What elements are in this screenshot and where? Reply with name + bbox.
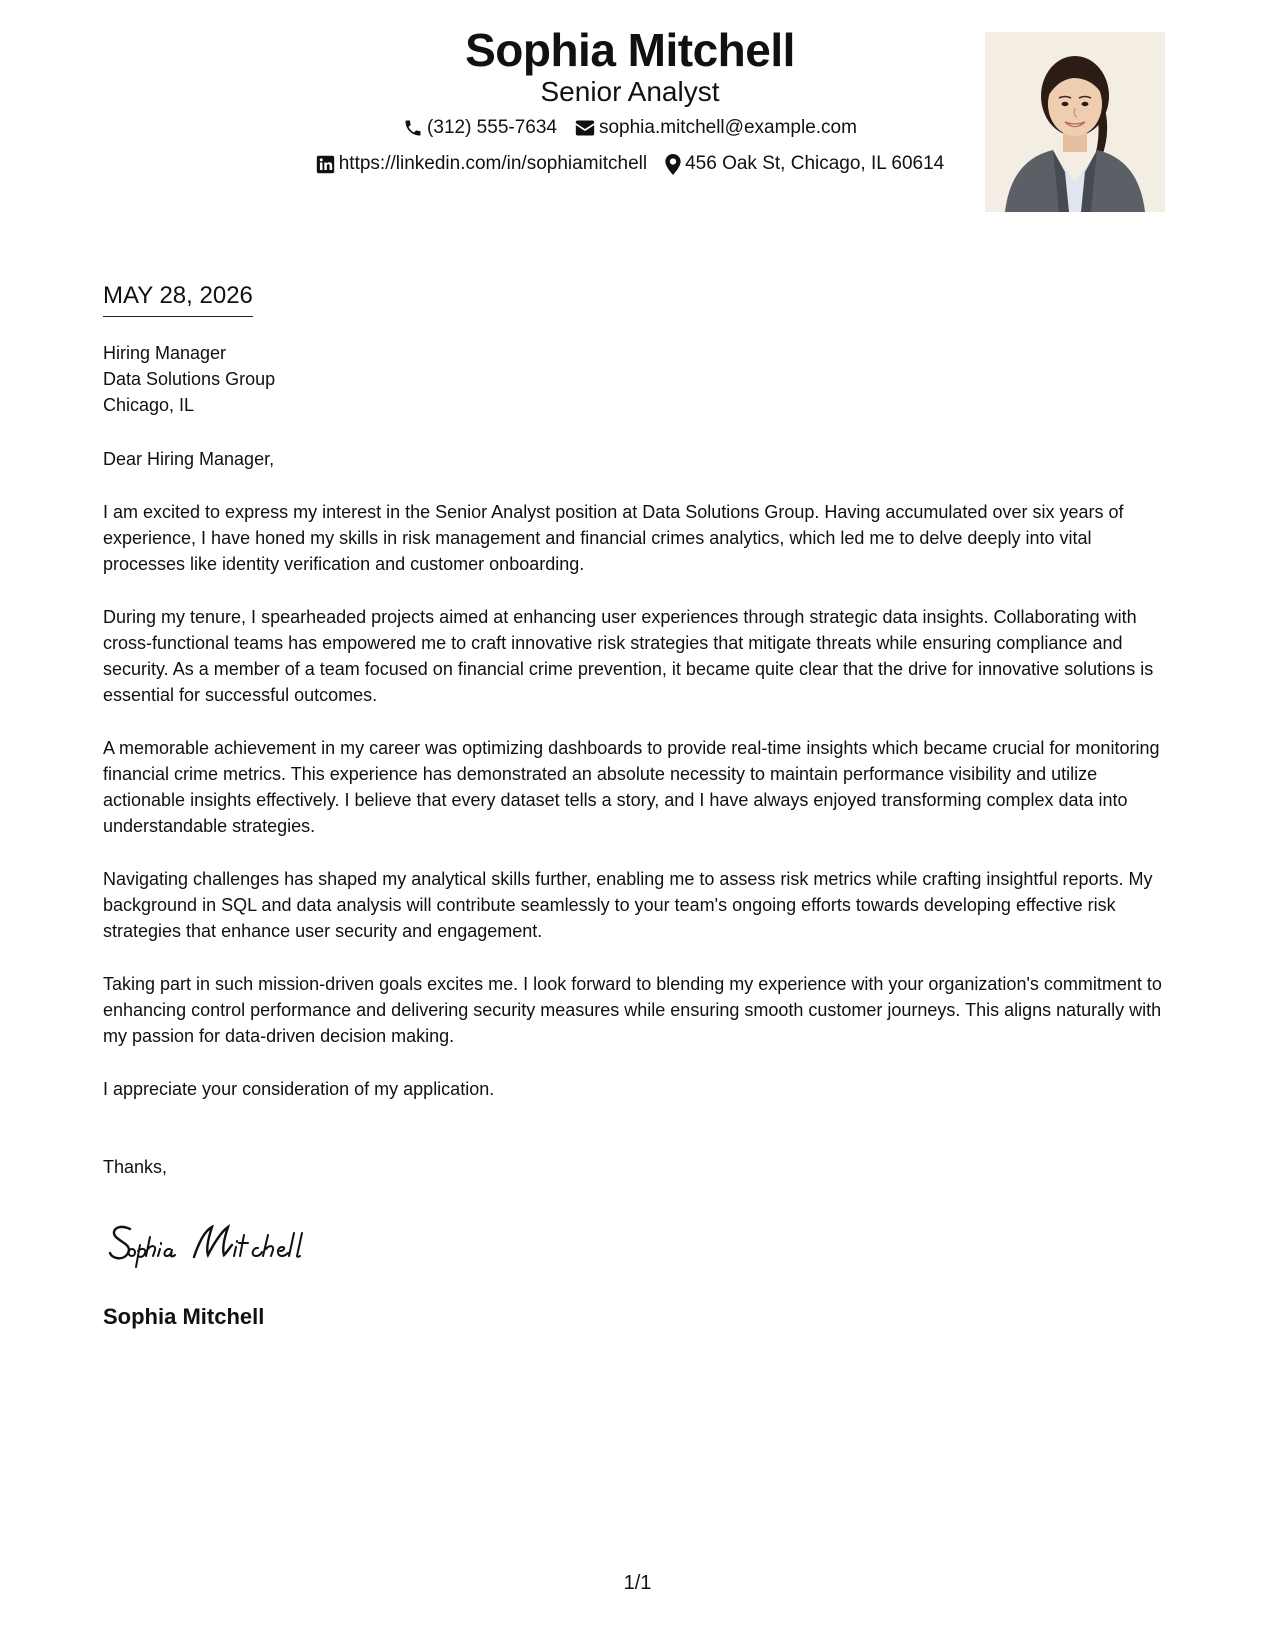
envelope-icon	[575, 119, 595, 137]
header-info	[230, 22, 1030, 180]
phone-icon	[403, 118, 423, 138]
phone-number: (312) 555-7634	[427, 117, 557, 138]
map-marker-icon	[665, 154, 681, 175]
header	[0, 22, 1275, 222]
letter-body	[103, 340, 1173, 1180]
body-paragraph-3: A memorable achievement in my career was optimizing dashboards to provide real-time insights which became crucial for monitoring financial crime metrics. This experience has demonstrated an absolute necessity to maintain performance visibility and utilize actionable insights effectively. I believe that every dataset tells a story, and I have always enjoyed transforming complex data into understandable strategies.	[103, 738, 1160, 836]
body-paragraph-2: During my tenure, I spearheaded projects aimed at enhancing user experiences through strategic data insights. Collaborating with cross-functional teams has empowered me to craft innovative risk strategies that mitigate threats while ensuring compliance and security. As a member of a team focused on financial crime prevention, it became quite clear that the drive for innovative solutions is essential for successful outcomes.	[103, 607, 1154, 705]
contact-address	[665, 152, 944, 176]
recipient-block	[103, 340, 1173, 418]
letter-date: MAY 28, 2026	[103, 280, 253, 317]
contact-phone	[403, 116, 557, 140]
recipient-name: Hiring Manager	[103, 343, 227, 363]
street-address: 456 Oak St, Chicago, IL 60614	[685, 153, 945, 174]
applicant-name: Sophia Mitchell	[465, 24, 795, 76]
salutation: Dear Hiring Manager,	[103, 449, 275, 469]
recipient-company: Data Solutions Group	[103, 369, 276, 389]
linkedin-icon	[316, 155, 335, 174]
signoff: Thanks,	[103, 1157, 168, 1177]
applicant-title: Senior Analyst	[540, 76, 720, 107]
contact-linkedin	[316, 152, 647, 176]
email-address: sophia.mitchell@example.com	[598, 117, 857, 138]
body-paragraph-1: I am excited to express my interest in the Senior Analyst position at Data Solutions Group. Having accumulated over six years of experience, I have honed my skills in risk management and financial crimes analytics, which led me to delve deeply into vital processes like identity verification and customer onboarding.	[103, 502, 1124, 574]
contact-row-1	[230, 112, 1030, 144]
linkedin-url: https://linkedin.com/in/sophiamitchell	[338, 153, 648, 174]
contact-email	[575, 116, 857, 140]
recipient-location: Chicago, IL	[103, 395, 195, 415]
body-paragraph-5: Taking part in such mission-driven goals excites me. I look forward to blending my experience with your organization's commitment to enhancing control performance and delivering security measures while ensuring smooth customer journeys. This aligns naturally with my passion for data-driven decision making.	[103, 974, 1162, 1046]
signer-name: Sophia Mitchell	[103, 1304, 265, 1329]
profile-photo	[985, 32, 1165, 212]
closing-line: I appreciate your consideration of my application.	[103, 1079, 495, 1099]
contact-row-2	[230, 148, 1030, 180]
body-paragraph-4: Navigating challenges has shaped my analytical skills further, enabling me to assess risk metrics while crafting insightful reports. My background in SQL and data analysis will contribute seamlessly to your team's ongoing efforts towards developing effective risk strategies that enhance user security and engagement.	[103, 869, 1153, 941]
handwritten-signature	[108, 1215, 368, 1271]
page-number: 1/1	[623, 1572, 652, 1594]
